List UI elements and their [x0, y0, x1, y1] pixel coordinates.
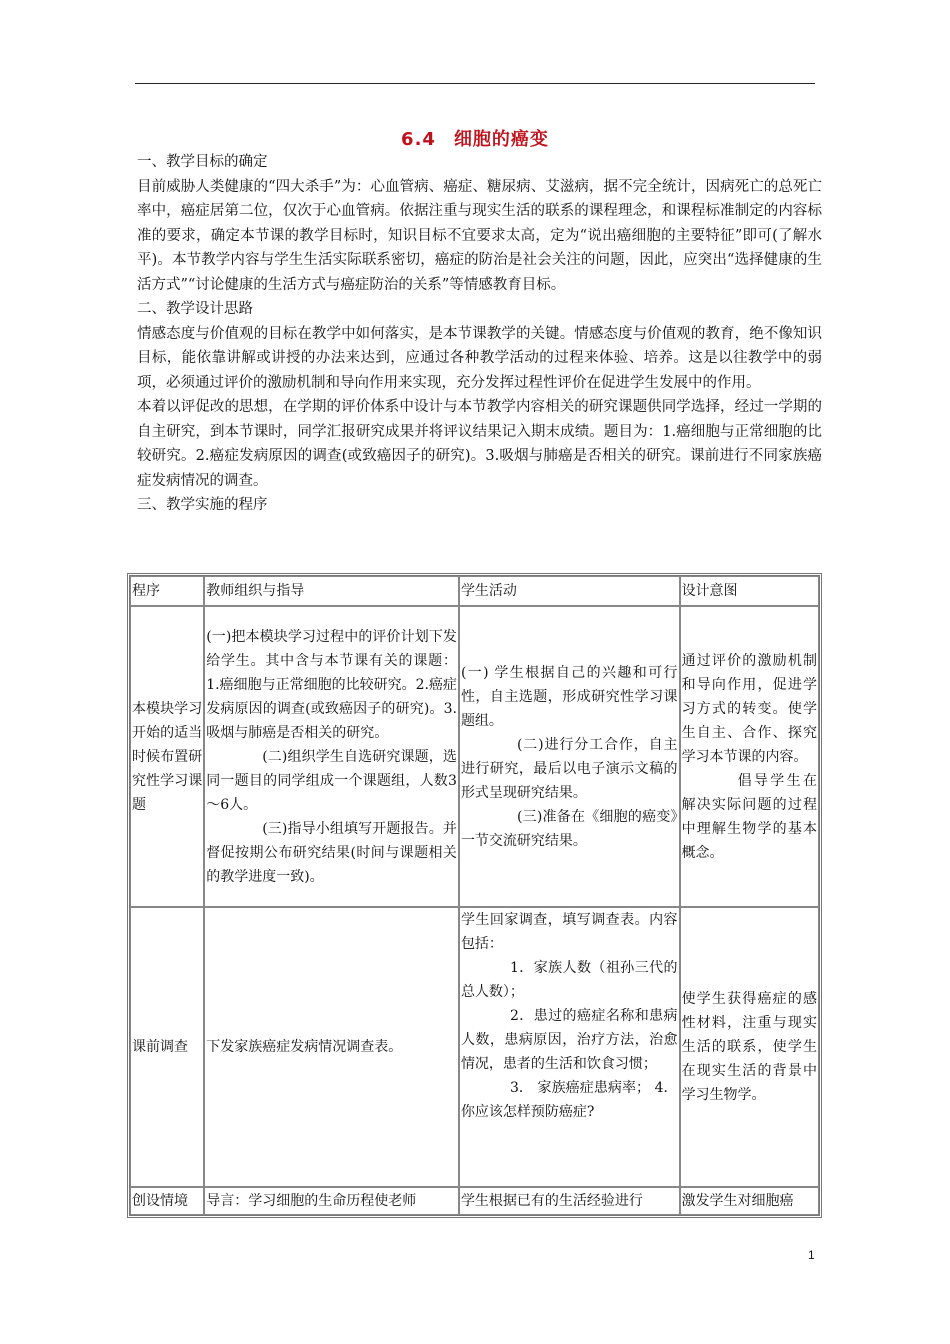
section-1-paragraph: 目前威胁人类健康的“四大杀手”为：心血管病、癌症、糖尿病、艾滋病，据不完全统计，因病死亡的总死亡率中，癌症居第二位，仅次于心血管病。依据注重与现实生活的联系的课程理念，和课程标准制定的内容标准的要求，确定本节课的教学目标时，知识目标不宜要求太高，定为“说出癌细胞的主要特征”即可(了解水平)。本节教学内容与学生生活实际联系密切，癌症的防治是社会关注的问题，因此，应突出“选择健康的生活方式”“讨论健康的生活方式与癌症防治的关系”等情感教育目标。 — [137, 178, 822, 293]
row3-step: 创设情境 — [130, 1187, 204, 1215]
header-rule — [135, 83, 815, 84]
table-row — [130, 606, 819, 907]
page-number: 1 — [808, 1248, 815, 1262]
row1-teacher-p3: (三)指导小组填写开题报告。并督促按期公布研究结果(时间与课题相关的教学进度一致)。 — [206, 820, 457, 885]
row1-student-p1: (一) 学生根据自己的兴趣和可行性，自主选题，形成研究性学习课题组。 — [460, 664, 678, 729]
table-header-row — [130, 576, 819, 606]
table-row — [130, 907, 819, 1187]
header-teacher: 教师组织与指导 — [204, 576, 459, 606]
row2-student-p3: 2．患过的癌症名称和患病人数，患病原因，治疗方法，治愈情况，患者的生活和饮食习惯； — [460, 1008, 678, 1072]
procedure-table — [127, 573, 822, 1218]
row2-step: 课前调查 — [130, 907, 204, 1187]
table-row — [130, 1187, 819, 1215]
row3-intent: 激发学生对细胞癌 — [680, 1187, 819, 1215]
section-2-paragraph-2: 本着以评促改的思想，在学期的评价体系中设计与本节教学内容相关的研究课题供同学选择，经过一学期的自主研究，到本节课时，同学汇报研究成果并将评议结果记入期末成绩。题目为：1.癌细胞与正常细胞的比较研究。2.癌症发病原因的调查(或致癌因子的研究)。3.吸烟与肺癌是否相关的研究。课前进行不同家族癌症发病情况的调查。 — [137, 399, 822, 489]
section-2-paragraph-1: 情感态度与价值观的目标在教学中如何落实，是本节课教学的关键。情感态度与价值观的教育，绝不像知识目标，能依靠讲解或讲授的办法来达到，应通过各种教学活动的过程来体验、培养。这是以往教学中的弱项，必须通过评价的激励机制和导向作用来实现，充分发挥过程性评价在促进学生发展中的作用。 — [137, 325, 822, 391]
row1-intent — [680, 606, 819, 907]
title-text: 细胞的癌变 — [453, 129, 549, 150]
header-intent: 设计意图 — [680, 576, 819, 606]
header-student: 学生活动 — [459, 576, 680, 606]
row2-student-p1: 学生回家调查，填写调查表。内容包括： — [460, 912, 678, 952]
header-step: 程序 — [130, 576, 204, 606]
row2-student-p4: 3． 家族癌症患病率； 4．你应该怎样预防癌症? — [460, 1080, 678, 1120]
document-body — [137, 150, 822, 518]
row1-teacher-p2: (二)组织学生自选研究课题，选同一题目的同学组成一个课题组，人数3～6人。 — [206, 748, 457, 813]
title-number: 6.4 — [401, 129, 436, 150]
row2-student — [459, 907, 680, 1187]
row1-teacher — [204, 606, 459, 907]
row2-intent: 使学生获得癌症的感性材料，注重与现实生活的联系，使学生在现实生活的背景中学习生物学。 — [680, 907, 819, 1187]
row1-step: 本模块学习开始的适当时候布置研究性学习课题 — [130, 606, 204, 907]
row1-intent-p2: 倡导学生在解决实际问题的过程中理解生物学的基本概念。 — [681, 772, 817, 861]
row2-teacher: 下发家族癌症发病情况调查表。 — [204, 907, 459, 1187]
page-title — [0, 125, 950, 151]
row1-student — [459, 606, 680, 907]
section-2-heading: 二、教学设计思路 — [137, 301, 253, 317]
row3-student: 学生根据已有的生活经验进行 — [459, 1187, 680, 1215]
row1-student-p2: (二)进行分工合作，自主进行研究，最后以电子演示文稿的形式呈现研究结果。 — [460, 736, 678, 801]
section-1-heading: 一、教学目标的确定 — [137, 154, 268, 170]
row1-teacher-p1: (一)把本模块学习过程中的评价计划下发给学生。其中含与本节课有关的课题：1.癌细胞与正常细胞的比较研究。2.癌症发病原因的调查(或致癌因子的研究)。3.吸烟与肺癌是否相关的研究。 — [206, 628, 457, 741]
row1-student-p3: (三)准备在《细胞的癌变》一节交流研究结果。 — [460, 808, 678, 849]
row3-teacher: 导言：学习细胞的生命历程使老师 — [204, 1187, 459, 1215]
row2-student-p2: 1．家族人数（祖孙三代的总人数）； — [460, 960, 678, 1000]
section-3-heading: 三、教学实施的程序 — [137, 497, 268, 513]
row1-intent-p1: 通过评价的激励机制和导向作用，促进学习方式的转变。使学生自主、合作、探究学习本节课的内容。 — [681, 652, 817, 765]
